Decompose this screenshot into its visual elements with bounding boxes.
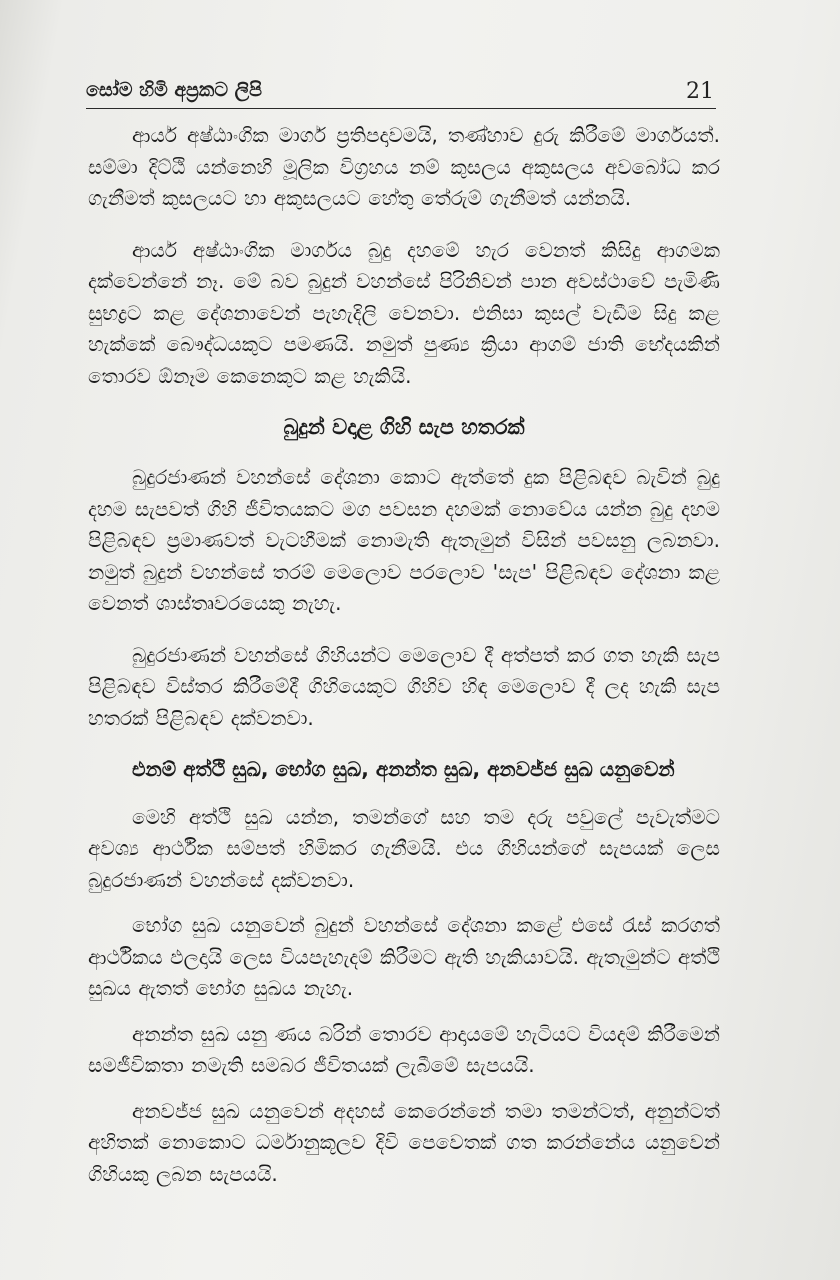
paragraph-1: ආර්ය අෂ්ඨාංගික මාර්ග ප්‍රතිපදාවමයි, තණ්හාව දුරු කිරීමේ මාර්ගයත්. සම්මා දිට්ඨි යන්නෙහි මූලික විග්‍රහය නම් කුසලය අකුසලය අවබෝධ කර ගැනීමත් කුසලයට හා අකුසලයට හේතු තේරුම් ගැනීමත් යන්නයි. bbox=[88, 123, 720, 210]
running-header bbox=[86, 78, 716, 109]
lead-line: එනම් අත්ථි සුඛ, භෝග සුඛ, අනන්ත සුඛ, අනවජ්ජ සුඛ යනුවෙන් bbox=[132, 757, 675, 781]
paragraph-4: බුදුරජාණන් වහන්සේ ගිහියන්ට මෙලොව දී අත්පත් කර ගත හැකි සැප පිළිබඳව විස්තර කිරීමේදී ගිහියෙකුට ගිහිව හිඳ මෙලොව දී ලද හැකි සැප හතරක් පිළිබඳව දක්වනවා. bbox=[88, 642, 720, 730]
paragraph-7: අනන්ත සුඛ යනු ණය බරින් තොරව ආදායමේ හැටියට වියදම් කිරීමෙන් සමජීවිකතා නමැති සමබර ජීවිතයක් ලැබීමේ සැපයයි. bbox=[88, 1021, 720, 1077]
paragraph-3: බුදුරජාණන් වහන්සේ දේශනා කොට ඇත්තේ දුක පිළිබඳව බැවින් බුදු දහම සැපවත් ගිහි ජීවිතයකට මග පවසන දහමක් නොවේය යන්න බුදු දහම පිළිබඳව ප්‍රමාණවත් වැටහීමක් නොමැති ඇතැමුන් විසින් පවසනු ලබනවා. නමුත් බුදුන් වහන්සේ තරම් මෙලොව පරලොව 'සැප' පිළිබඳව දේශනා කළ වෙනත් ශාස්තෘවරයෙකු නැහැ. bbox=[88, 465, 720, 615]
body-text bbox=[88, 120, 720, 1210]
running-title: සෝම හිමි අප්‍රකට ලිපි bbox=[86, 79, 262, 101]
section-heading: බුදුන් වදාළ ගිහි සැප හතරක් bbox=[283, 415, 525, 439]
page-number: 21 bbox=[686, 79, 714, 104]
paragraph-2: ආර්ය අෂ්ඨාංගික මාර්ගය බුදු දහමේ හැර වෙනත් කිසිදු ආගමක දක්වෙන්නේ නෑ. මේ බව බුදුන් වහන්සේ පිරිනිවන් පාන අවස්ථාවේ පැමිණි සුභද්‍රට කළ දේශනාවෙන් පැහැදිලි වෙනවා. එනිසා කුසල් වැඩීම සිදු කළ හැක්කේ බෞද්ධයකුට පමණයි. නමුත් පුණ්‍ය ක්‍රියා ආගම් ජාති භේදයකින් තොරව ඕනෑම කෙනෙකුට කළ හැකියි. bbox=[88, 237, 720, 388]
paragraph-8: අනවජ්ජ සුඛ යනුවෙන් අදහස් කෙරෙන්නේ තමා තමන්ටත්, අනුන්ටත් අහිතක් නොකොට ධර්මානුකූලව දිවි පෙවෙතක් ගත කරන්නේය යනුවෙන් ගිහියකු ලබන සැපයයි. bbox=[88, 1098, 720, 1186]
paragraph-5: මෙහි අත්ථි සුඛ යන්න, තමන්ගේ සහ තම දරු පවුලේ පැවැත්මට අවශ්‍ය ආර්ථික සම්පත් හිමිකර ගැනීමයි. එය ගිහියන්ගේ සැපයක් ලෙස බුදුරජාණන් වහන්සේ දක්වනවා. bbox=[88, 804, 720, 892]
paragraph-6: භෝග සුඛ යනුවෙන් බුදුන් වහන්සේ දේශනා කළේ එසේ රැස් කරගත් ආර්ථිකය ඵලදායි ලෙස වියපැහැදම් කිරීමට ඇති හැකියාවයි. ඇතැමුන්ට අත්ථි සුඛය ඇතත් භෝග සුඛය නැහැ. bbox=[88, 913, 720, 1000]
